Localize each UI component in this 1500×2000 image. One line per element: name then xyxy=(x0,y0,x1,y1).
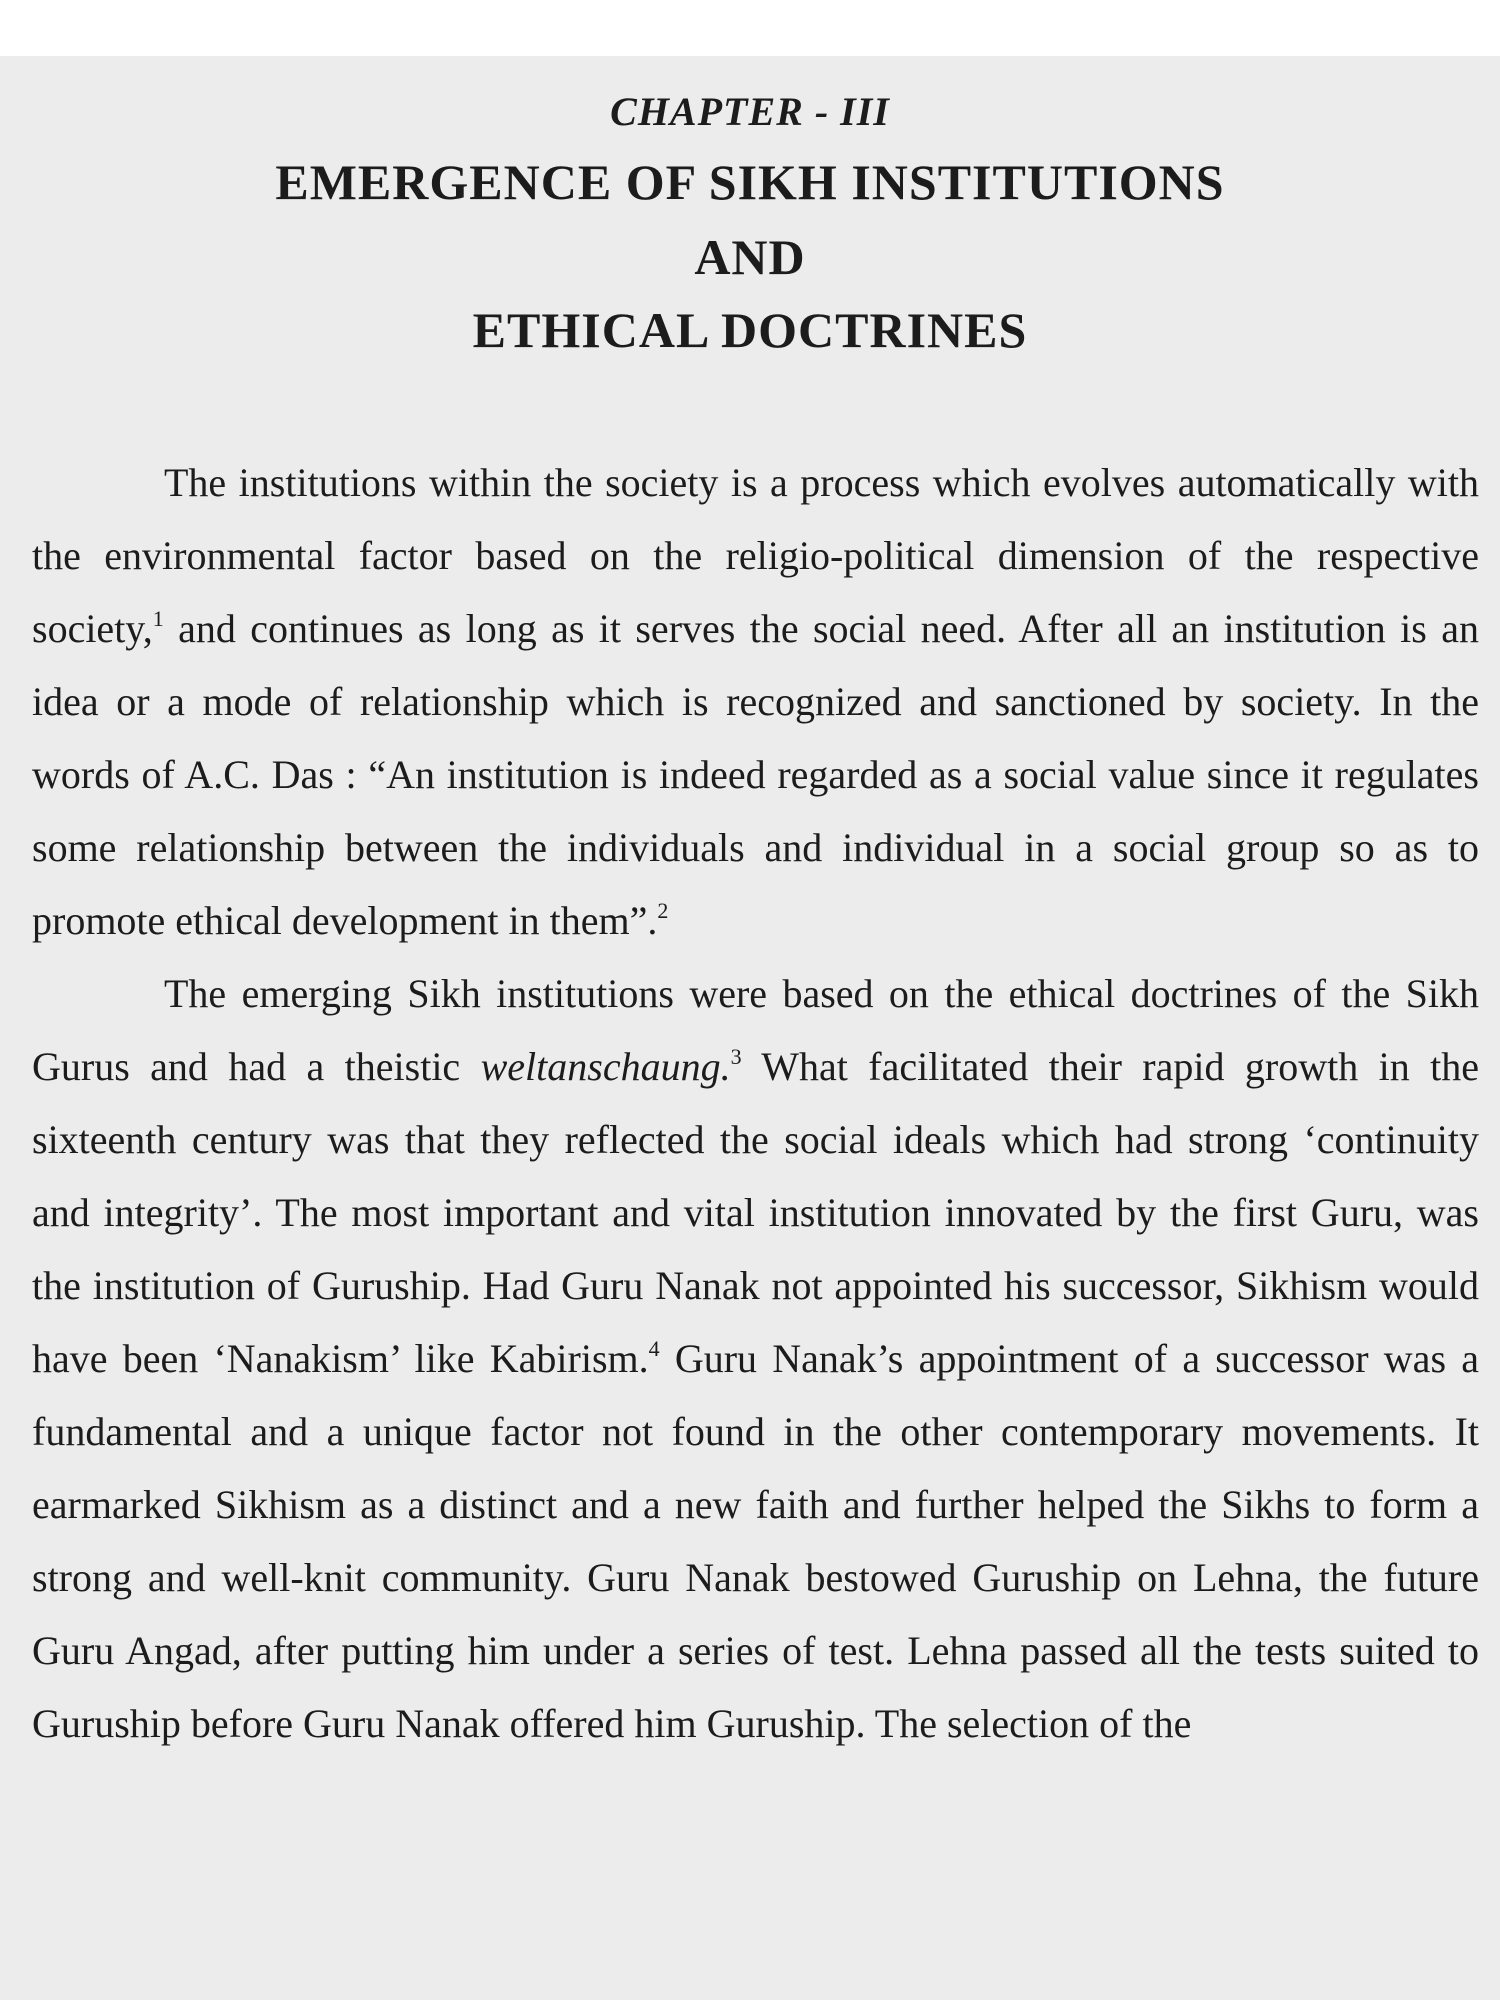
chapter-title-line-1: EMERGENCE OF SIKH INSTITUTIONS xyxy=(275,154,1225,210)
paragraph-2-text-b: What facilitated their rapid growth in the sixteenth century was that they reflected the social ideals which had strong ‘continuity and integrity’. The most important and vital institution innovated by the first Guru, was the institution of Guruship. Had Guru Nanak not appointed his successor, Sikhism would have been ‘Nanakism’ like Kabirism. xyxy=(32,1044,1480,1381)
footnote-ref-1: 1 xyxy=(152,606,164,631)
footnote-ref-3: 3 xyxy=(730,1044,742,1069)
footnote-ref-2: 2 xyxy=(657,898,669,923)
italic-term: weltanschaung. xyxy=(480,1044,731,1089)
paragraph-2 xyxy=(32,957,1479,1760)
paragraph-2-text-a: The emerging Sikh institutions were based on the ethical doctrines of the Sikh Gurus and had a theistic xyxy=(32,971,1479,1089)
paragraph-2-text-c: Guru Nanak’s appointment of a successor was a fundamental and a unique factor not found in the other contemporary movements. It earmarked Sikhism as a distinct and a new faith and further helped the Sikhs to form a strong and well-knit community. Guru Nanak bestowed Guruship on Lehna, the future Guru Angad, after putting him under a series of test. Lehna passed all the tests suited to Guruship before Guru Nanak offered him Guruship. The selection of the xyxy=(32,1336,1479,1746)
paragraph-1 xyxy=(32,446,1479,957)
chapter-title-line-2: AND xyxy=(694,229,806,285)
body-text xyxy=(32,446,1479,1760)
footnote-ref-4: 4 xyxy=(648,1336,660,1361)
chapter-label: CHAPTER - III xyxy=(610,89,890,134)
chapter-title-line-3: ETHICAL DOCTRINES xyxy=(472,302,1028,358)
paragraph-1-text-b: and continues as long as it serves the social need. After all an institution is an idea or a mode of relationship which is recognized and sanctioned by society. In the words of A.C. Das : “An institution is indeed regarded as a social value since it regulates some relationship between the individuals and individual in a social group so as to promote ethical development in them”. xyxy=(32,606,1479,943)
paragraph-1-text-a: The institutions within the society is a process which evolves automatically with the environmental factor based on the religio-political dimension of the respective society, xyxy=(32,460,1479,651)
